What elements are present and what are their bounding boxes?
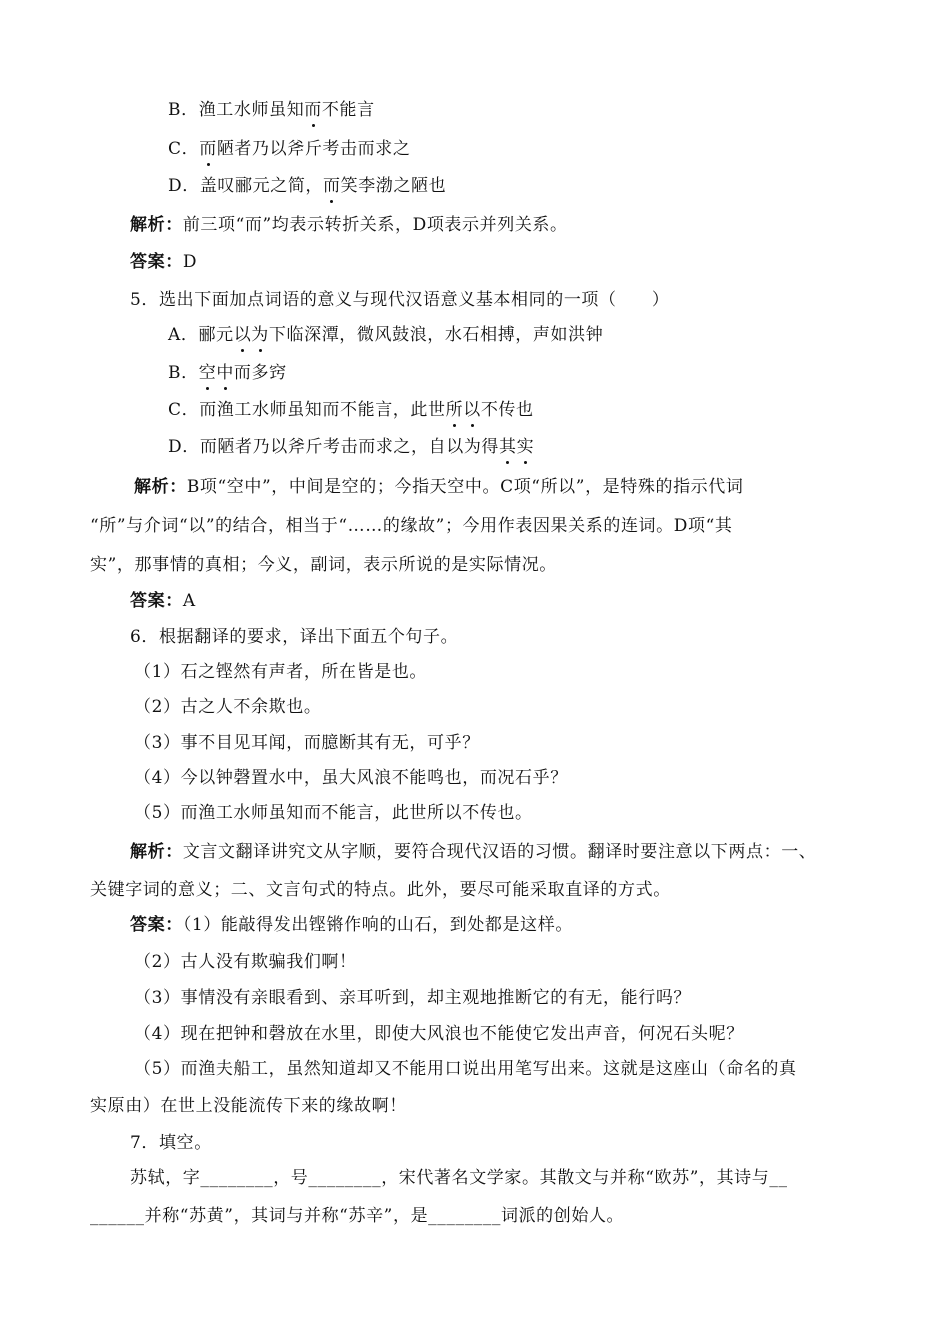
option-text: 而多窍	[233, 363, 287, 383]
option-text: C．	[168, 139, 200, 159]
option-text: 不能言	[321, 100, 375, 120]
q5-analysis-line2: “所”与介词“以”的结合，相当于“……的缘故”；今用作表因果关系的连词。D项“其	[90, 516, 733, 536]
emphasis-dotted-char: 其	[499, 437, 517, 457]
q6-stem: 6．根据翻译的要求，译出下面五个句子。	[130, 627, 459, 647]
option-text: B．渔工水师虽知	[168, 100, 305, 120]
emphasis-dotted-char: 而	[323, 176, 341, 196]
q6-sentence-1: （1）石之铿然有声者，所在皆是也。	[134, 662, 428, 682]
q4-option-b	[168, 98, 375, 122]
analysis-label: 解析：	[130, 842, 183, 862]
q7-stem: 7．填空。	[130, 1133, 212, 1153]
emphasis-dotted-char: 空	[198, 363, 217, 383]
option-text: D．盖叹郦元之简，	[168, 176, 324, 196]
emphasis-dotted-char: 而	[199, 139, 217, 159]
analysis-text: B项“空中”，中间是空的；今指天空中。C项“所以”，是特殊的指示代词	[186, 477, 744, 497]
emphasis-dotted-char: 实	[516, 437, 535, 457]
emphasis-dotted-char: 而	[304, 100, 322, 120]
option-text: 笑李渤之陋也	[340, 176, 447, 196]
q6-sentence-5: （5）而渔工水师虽知而不能言，此世所以不传也。	[134, 803, 533, 823]
q6-answer-line1	[130, 913, 573, 937]
answer-label: 答案：	[130, 252, 183, 272]
emphasis-dotted-char: 所	[445, 400, 464, 420]
analysis-label: 解析：	[130, 215, 183, 235]
q5-analysis-line1	[134, 475, 743, 499]
q6-analysis-line2: 关键字词的意义；二、文言句式的特点。此外，要尽可能采取直译的方式。	[90, 880, 671, 900]
option-text: 不传也	[480, 400, 534, 420]
q6-answer-3: （3）事情没有亲眼看到、亲耳听到，却主观地推断它的有无，能行吗？	[134, 988, 692, 1008]
emphasis-dotted-char: 以	[463, 400, 481, 420]
q4-option-d	[168, 174, 446, 198]
answer-label: 答案：	[130, 591, 183, 611]
q5-option-a	[168, 323, 603, 347]
answer-label: 答案：	[130, 915, 183, 935]
analysis-text: 前三项“而”均表示转折关系，D项表示并列关系。	[182, 215, 568, 235]
q6-sentence-4: （4）今以钟磬置水中，虽大风浪不能鸣也，而况石乎？	[134, 768, 568, 788]
q5-stem: 5．选出下面加点词语的意义与现代汉语意义基本相同的一项（ ）	[130, 290, 670, 310]
q6-answer-5-line2: 实原由）在世上没能流传下来的缘故啊！	[90, 1096, 407, 1116]
q6-analysis-line1	[130, 840, 816, 864]
q5-analysis-line3: 实”，那事情的真相；今义，副词，表示所说的是实际情况。	[90, 555, 557, 575]
option-text: D．而陋者乃以斧斤考击而求之，自以为得	[168, 437, 500, 457]
q4-analysis	[130, 213, 568, 237]
q6-sentence-3: （3）事不目见耳闻，而臆断其有无，可乎？	[134, 733, 480, 753]
q5-answer	[130, 589, 196, 613]
option-text: 陋者乃以斧斤考击而求之	[216, 139, 411, 159]
q6-answer-4: （4）现在把钟和磬放在水里，即使大风浪也不能使它发出声音，何况石头呢？	[134, 1024, 744, 1044]
q5-option-c	[168, 398, 534, 422]
option-text: C．而渔工水师虽知而不能言，此世	[168, 400, 446, 420]
q4-answer	[130, 250, 197, 274]
answer-text: D	[182, 252, 198, 272]
emphasis-dotted-char: 以	[233, 325, 252, 345]
q5-option-d	[168, 435, 534, 459]
q5-option-b	[168, 361, 287, 385]
q6-answer-2: （2）古人没有欺骗我们啊！	[134, 952, 357, 972]
emphasis-dotted-char: 为	[251, 325, 269, 345]
option-text: A．郦元	[168, 325, 234, 345]
q7-fill-line1: 苏轼，字________，号________，宋代著名文学家。其散文与并称“欧苏”，其诗与__	[130, 1168, 788, 1188]
analysis-text: 文言文翻译讲究文从字顺，要符合现代汉语的习惯。翻译时要注意以下两点：一、	[182, 842, 817, 862]
q7-fill-line2: ______并称“苏黄”，其词与并称“苏辛”，是________词派的创始人。	[90, 1206, 625, 1226]
analysis-label: 解析：	[134, 477, 187, 497]
q6-sentence-2: （2）古之人不余欺也。	[134, 697, 322, 717]
answer-text: A	[182, 591, 196, 611]
option-text: B．	[168, 363, 199, 383]
q4-option-c	[168, 137, 410, 161]
answer-text: （1）能敲得发出铿锵作响的山石，到处都是这样。	[182, 915, 573, 935]
emphasis-dotted-char: 中	[216, 363, 234, 383]
q6-answer-5-line1: （5）而渔夫船工，虽然知道却又不能用口说出用笔写出来。这就是这座山（命名的真	[134, 1059, 797, 1079]
option-text: 下临深潭，微风鼓浪，水石相搏，声如洪钟	[268, 325, 604, 345]
